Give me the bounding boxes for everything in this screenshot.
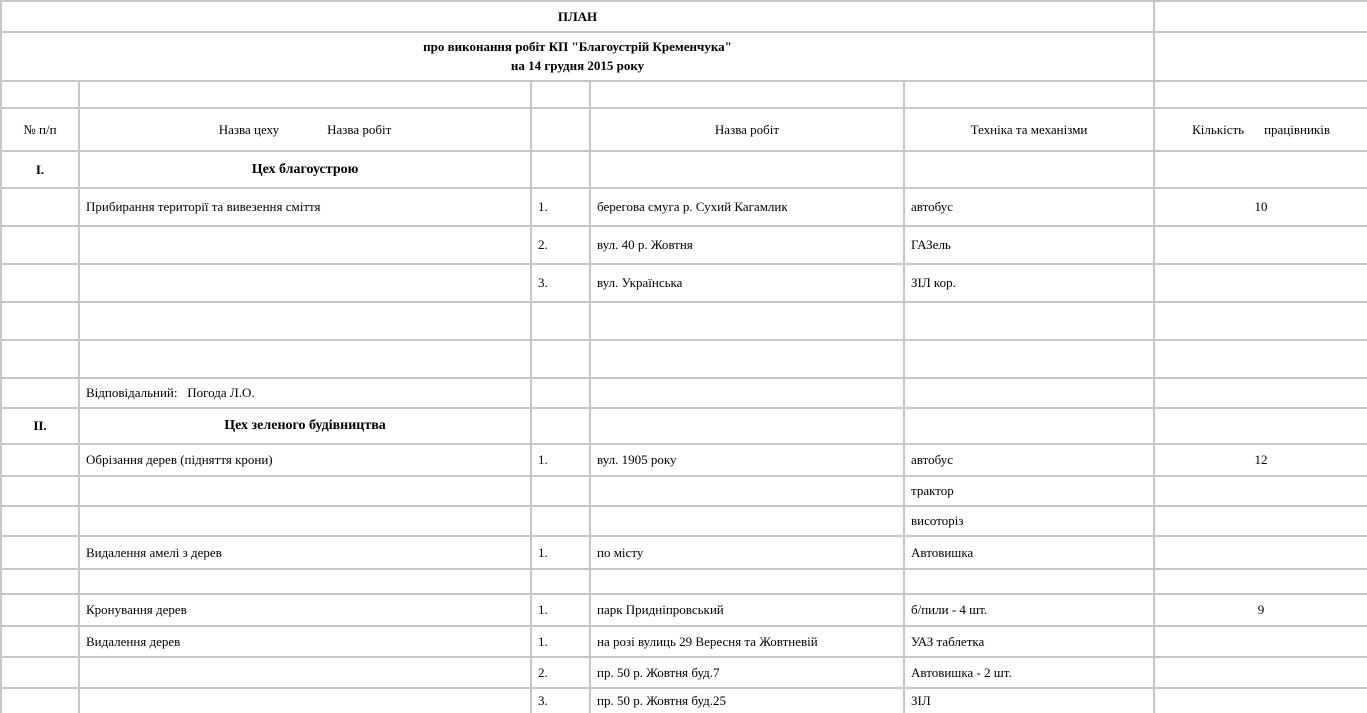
table-row xyxy=(1,594,1367,626)
document-subtitle xyxy=(1,32,1154,81)
table-row xyxy=(1,626,1367,657)
cell-index: 2. xyxy=(531,657,590,688)
cell-location xyxy=(590,378,904,408)
cell-index: 1. xyxy=(531,188,590,226)
cell-workers xyxy=(1154,506,1367,536)
cell-index: 1. xyxy=(531,594,590,626)
table-row xyxy=(1,340,1367,378)
cell-equipment: Автовишка xyxy=(904,536,1154,569)
cell-equipment: б/пили - 4 шт. xyxy=(904,594,1154,626)
subtitle-line-1: про виконання робіт КП "Благоустрій Кременчука" xyxy=(423,38,732,54)
spacer-row xyxy=(1,569,1367,594)
cell-no xyxy=(1,378,79,408)
spacer-row xyxy=(1,81,1367,108)
cell-no xyxy=(1,340,79,378)
table-row xyxy=(1,264,1367,302)
empty-cell xyxy=(1154,32,1367,81)
cell-equipment xyxy=(904,408,1154,444)
cell-location xyxy=(590,408,904,444)
cell-no xyxy=(1,594,79,626)
cell-workers xyxy=(1154,626,1367,657)
column-header-workers xyxy=(1154,108,1367,151)
cell-workers xyxy=(1154,408,1367,444)
cell-index: 1. xyxy=(531,536,590,569)
cell-index xyxy=(531,506,590,536)
cell-index xyxy=(531,340,590,378)
cell-work-name: Цех зеленого будівництва xyxy=(79,408,531,444)
cell-index xyxy=(531,476,590,506)
empty-cell xyxy=(531,108,590,151)
cell-index xyxy=(531,378,590,408)
cell-equipment: трактор xyxy=(904,476,1154,506)
table-row xyxy=(1,226,1367,264)
cell-workers: 9 xyxy=(1154,594,1367,626)
cell-workers xyxy=(1154,226,1367,264)
document-title: ПЛАН xyxy=(1,1,1154,32)
cell-location xyxy=(590,476,904,506)
cell-location: парк Придніпровський xyxy=(590,594,904,626)
cell-index xyxy=(531,569,590,594)
cell-index xyxy=(531,151,590,188)
cell-workers xyxy=(1154,688,1367,713)
cell-workers: 12 xyxy=(1154,444,1367,476)
empty-cell xyxy=(79,81,531,108)
subtitle-row xyxy=(1,32,1367,81)
column-header-equipment: Техніка та механізми xyxy=(904,108,1154,151)
table-row xyxy=(1,476,1367,506)
cell-location: берегова смуга р. Сухий Кагамлик xyxy=(590,188,904,226)
cell-equipment xyxy=(904,302,1154,340)
cell-no xyxy=(1,188,79,226)
cell-no xyxy=(1,302,79,340)
cell-work-name: Видалення амелі з дерев xyxy=(79,536,531,569)
cell-no xyxy=(1,569,79,594)
cell-equipment xyxy=(904,569,1154,594)
cell-workers xyxy=(1154,340,1367,378)
cell-location: пр. 50 р. Жовтня буд.25 xyxy=(590,688,904,713)
empty-cell xyxy=(1154,1,1367,32)
cell-no xyxy=(1,264,79,302)
cell-index: 2. xyxy=(531,226,590,264)
cell-equipment xyxy=(904,151,1154,188)
column-header-shop-label: Назва цеху xyxy=(218,121,280,137)
cell-no xyxy=(1,626,79,657)
empty-cell xyxy=(590,81,904,108)
cell-work-name xyxy=(79,657,531,688)
cell-workers xyxy=(1154,378,1367,408)
cell-location: вул. Українська xyxy=(590,264,904,302)
cell-no: I. xyxy=(1,151,79,188)
cell-no xyxy=(1,226,79,264)
cell-work-name: Обрізання дерев (підняття крони) xyxy=(79,444,531,476)
table-row xyxy=(1,302,1367,340)
cell-equipment: автобус xyxy=(904,444,1154,476)
column-header-shop xyxy=(79,108,531,151)
cell-no xyxy=(1,506,79,536)
cell-location xyxy=(590,569,904,594)
cell-equipment: УАЗ таблетка xyxy=(904,626,1154,657)
column-header-workers-word2: працівників xyxy=(1264,121,1330,137)
cell-index: 1. xyxy=(531,626,590,657)
cell-equipment: автобус xyxy=(904,188,1154,226)
cell-work-name: Прибирання території та вивезення сміття xyxy=(79,188,531,226)
table-row xyxy=(1,536,1367,569)
table-row xyxy=(1,688,1367,713)
empty-cell xyxy=(531,81,590,108)
cell-workers xyxy=(1154,264,1367,302)
empty-cell xyxy=(904,81,1154,108)
table-row xyxy=(1,188,1367,226)
table-row xyxy=(1,408,1367,444)
cell-equipment xyxy=(904,378,1154,408)
cell-work-name xyxy=(79,506,531,536)
table-row xyxy=(1,444,1367,476)
column-header-works: Назва робіт xyxy=(590,108,904,151)
cell-location: на розі вулиць 29 Вересня та Жовтневій xyxy=(590,626,904,657)
cell-location xyxy=(590,340,904,378)
cell-location: вул. 1905 року xyxy=(590,444,904,476)
cell-no xyxy=(1,536,79,569)
cell-index xyxy=(531,302,590,340)
cell-location xyxy=(590,506,904,536)
responsible-row xyxy=(1,378,1367,408)
cell-no xyxy=(1,688,79,713)
header-row xyxy=(1,108,1367,151)
table-row xyxy=(1,506,1367,536)
column-header-workers-word1: Кількість xyxy=(1192,121,1245,137)
cell-work-name xyxy=(79,340,531,378)
cell-workers xyxy=(1154,302,1367,340)
cell-no xyxy=(1,476,79,506)
cell-equipment: ГАЗель xyxy=(904,226,1154,264)
cell-work-name xyxy=(79,302,531,340)
title-row xyxy=(1,1,1367,32)
cell-index: 3. xyxy=(531,264,590,302)
column-header-works-left-label: Назва робіт xyxy=(327,121,392,137)
cell-no: II. xyxy=(1,408,79,444)
cell-workers xyxy=(1154,151,1367,188)
cell-work-name xyxy=(79,688,531,713)
empty-cell xyxy=(1,81,79,108)
cell-index: 3. xyxy=(531,688,590,713)
cell-location: по місту xyxy=(590,536,904,569)
cell-work-name: Видалення дерев xyxy=(79,626,531,657)
cell-equipment: ЗІЛ кор. xyxy=(904,264,1154,302)
cell-no xyxy=(1,657,79,688)
cell-location xyxy=(590,302,904,340)
cell-index xyxy=(531,408,590,444)
table-row xyxy=(1,151,1367,188)
cell-workers xyxy=(1154,536,1367,569)
cell-workers xyxy=(1154,569,1367,594)
cell-equipment: Автовишка - 2 шт. xyxy=(904,657,1154,688)
cell-equipment: висоторіз xyxy=(904,506,1154,536)
cell-location xyxy=(590,151,904,188)
cell-workers xyxy=(1154,476,1367,506)
cell-location: пр. 50 р. Жовтня буд.7 xyxy=(590,657,904,688)
cell-workers: 10 xyxy=(1154,188,1367,226)
cell-equipment: ЗІЛ xyxy=(904,688,1154,713)
cell-location: вул. 40 р. Жовтня xyxy=(590,226,904,264)
cell-work-name xyxy=(79,264,531,302)
cell-no xyxy=(1,444,79,476)
subtitle-line-2: на 14 грудня 2015 року xyxy=(510,57,645,73)
cell-workers xyxy=(1154,657,1367,688)
cell-work-name xyxy=(79,569,531,594)
column-header-num: № п/п xyxy=(1,108,79,151)
cell-work-name xyxy=(79,226,531,264)
empty-cell xyxy=(1154,81,1367,108)
cell-responsible: Відповідальний: Погода Л.О. xyxy=(79,378,531,408)
cell-equipment xyxy=(904,340,1154,378)
cell-index: 1. xyxy=(531,444,590,476)
cell-work-name: Кронування дерев xyxy=(79,594,531,626)
cell-work-name: Цех благоустрою xyxy=(79,151,531,188)
cell-work-name xyxy=(79,476,531,506)
table-row xyxy=(1,657,1367,688)
